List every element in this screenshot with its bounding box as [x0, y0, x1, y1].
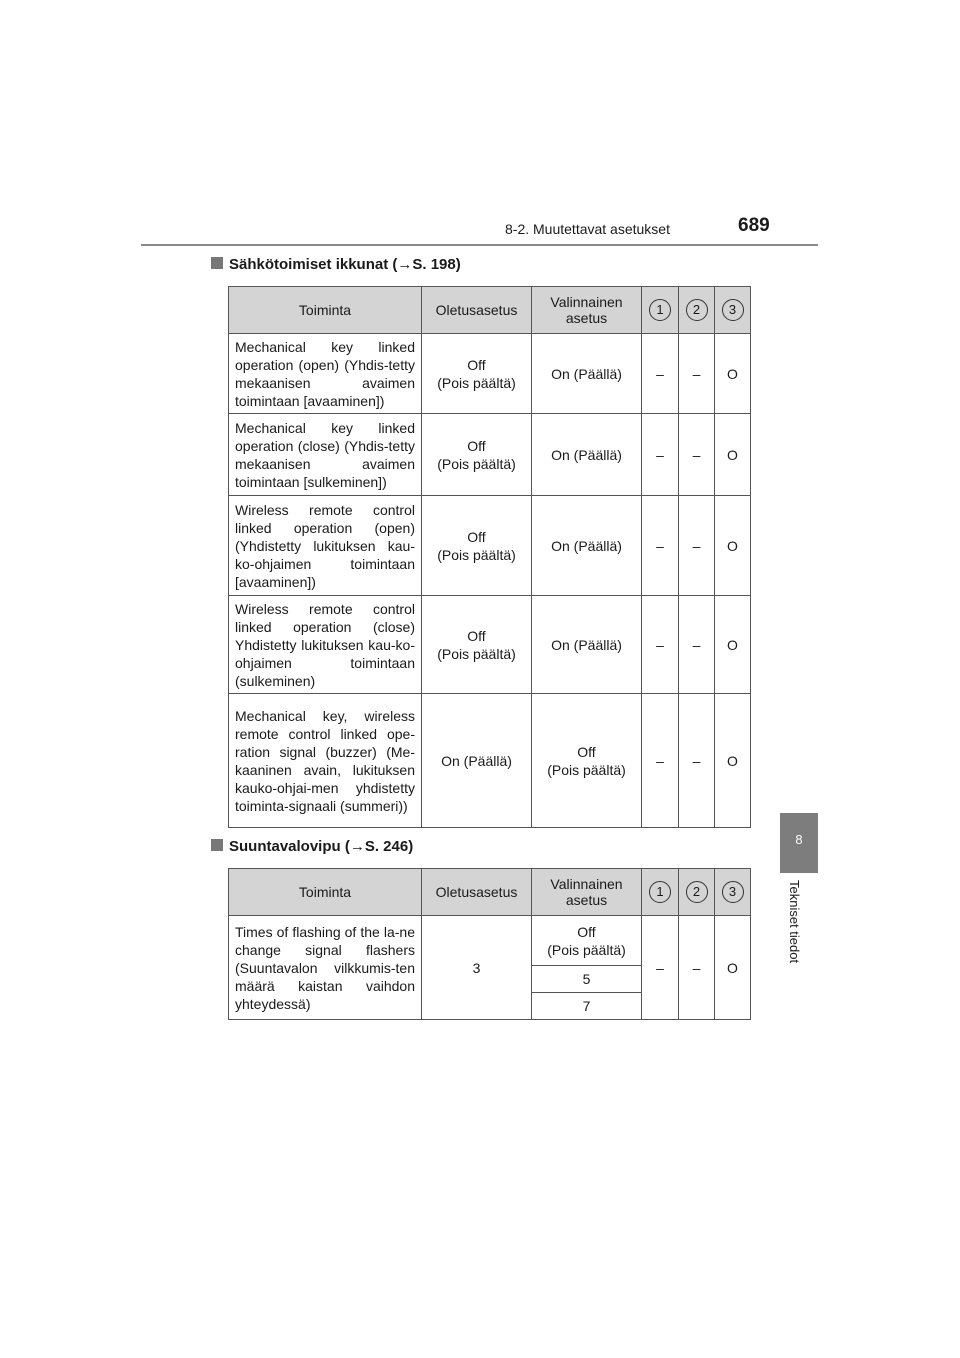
row-c1: – [642, 596, 679, 694]
row-c3: O [715, 334, 751, 414]
row-c2: – [679, 916, 715, 1020]
section-title-power-windows [211, 256, 461, 273]
col-3 [715, 287, 751, 334]
circled-1-icon: 1 [649, 881, 671, 903]
chapter-label: Tekniset tiedot [787, 880, 802, 964]
row-c2: – [679, 694, 715, 828]
settings-table-power-windows [228, 286, 751, 828]
row-c1: – [642, 694, 679, 828]
bullet-square-icon [211, 839, 223, 851]
row-default: Off (Pois päältä) [422, 414, 532, 496]
table-header-row [229, 869, 751, 916]
row-c2: – [679, 596, 715, 694]
row-optional: On (Päällä) [532, 596, 642, 694]
table-header-row [229, 287, 751, 334]
row-optional: 7 [532, 993, 642, 1020]
settings-table-turn-signal [228, 868, 751, 1020]
circled-3-icon: 3 [722, 881, 744, 903]
row-c3: O [715, 596, 751, 694]
row-c2: – [679, 414, 715, 496]
header-rule [141, 244, 818, 246]
row-c1: – [642, 414, 679, 496]
row-c3: O [715, 414, 751, 496]
row-function: Times of flashing of the la-ne change signal flashers (Suuntavalon vilkkumis-ten määrä kaistan vaihdon yhteydessä) [229, 916, 422, 1020]
col-optional: Valinnainen asetus [532, 869, 642, 916]
section-title-text: Suuntavalovipu (→S. 246) [229, 838, 414, 855]
row-default: On (Päällä) [422, 694, 532, 828]
row-c1: – [642, 916, 679, 1020]
row-function: Mechanical key linked operation (open) (Yhdis-tetty mekaanisen avaimen toimintaan [avaaminen]) [229, 334, 422, 414]
bullet-square-icon [211, 257, 223, 269]
row-c3: O [715, 916, 751, 1020]
row-optional: 5 [532, 966, 642, 993]
col-default: Oletusasetus [422, 869, 532, 916]
chapter-label-wrap [787, 880, 807, 980]
row-optional: Off (Pois päältä) [532, 694, 642, 828]
row-default: 3 [422, 916, 532, 1020]
row-optional: Off (Pois päältä) [532, 916, 642, 966]
circled-3-icon: 3 [722, 299, 744, 321]
col-default: Oletusasetus [422, 287, 532, 334]
row-c3: O [715, 694, 751, 828]
col-3 [715, 869, 751, 916]
col-function: Toiminta [229, 287, 422, 334]
table-row [229, 414, 751, 496]
table-row [229, 596, 751, 694]
circled-1-icon: 1 [649, 299, 671, 321]
circled-2-icon: 2 [686, 881, 708, 903]
row-default: Off (Pois päältä) [422, 596, 532, 694]
row-function: Wireless remote control linked operation (close) Yhdistetty lukituksen kau-ko-ohjaimen toimintaan (sulkeminen) [229, 596, 422, 694]
chapter-tab: 8 [780, 813, 818, 873]
col-optional: Valinnainen asetus [532, 287, 642, 334]
col-2 [679, 869, 715, 916]
row-optional: On (Päällä) [532, 334, 642, 414]
row-optional: On (Päällä) [532, 414, 642, 496]
section-title-text: Sähkötoimiset ikkunat (→S. 198) [229, 256, 461, 273]
row-optional: On (Päällä) [532, 496, 642, 596]
table-row [229, 916, 751, 966]
row-function: Wireless remote control linked operation (open) (Yhdistetty lukituksen kau-ko-ohjaimen toimintaan [avaaminen]) [229, 496, 422, 596]
table-row [229, 496, 751, 596]
row-default: Off (Pois päältä) [422, 496, 532, 596]
col-2 [679, 287, 715, 334]
row-c1: – [642, 496, 679, 596]
col-1 [642, 287, 679, 334]
circled-2-icon: 2 [686, 299, 708, 321]
row-function: Mechanical key linked operation (close) (Yhdis-tetty mekaanisen avaimen toimintaan [sulkeminen]) [229, 414, 422, 496]
col-1 [642, 869, 679, 916]
row-c2: – [679, 334, 715, 414]
table-row [229, 334, 751, 414]
row-c2: – [679, 496, 715, 596]
table-row [229, 694, 751, 828]
row-c1: – [642, 334, 679, 414]
col-function: Toiminta [229, 869, 422, 916]
page-number: 689 [738, 215, 770, 236]
row-c3: O [715, 496, 751, 596]
row-function: Mechanical key, wireless remote control linked ope-ration signal (buzzer) (Me-kaaninen avain, lukituksen kauko-ohjai-men yhdistetty toiminta-signaali (summeri)) [229, 694, 422, 828]
header-section-title: 8-2. Muutettavat asetukset [505, 221, 670, 237]
row-default: Off (Pois päältä) [422, 334, 532, 414]
section-title-turn-signal [211, 838, 413, 855]
